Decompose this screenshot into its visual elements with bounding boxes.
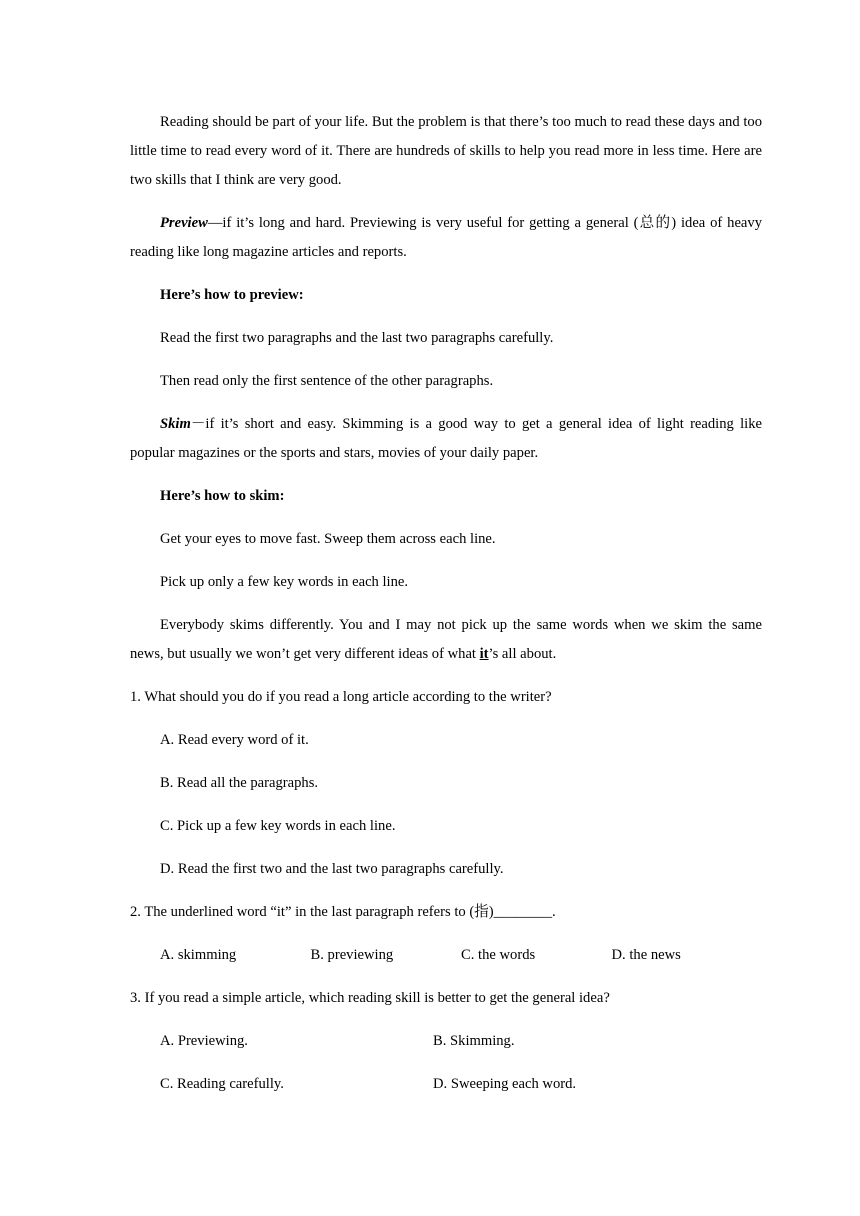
last-paragraph-text-2: ’s all about. xyxy=(488,646,557,662)
underlined-word: it xyxy=(479,646,489,662)
question-1-option-d: D. Read the first two and the last two paragraphs carefully. xyxy=(160,861,504,877)
term-skim: Skim xyxy=(160,416,191,432)
passage-paragraph-1: Reading should be part of your life. But the problem is that there’s too much to read these days and too little time to read every word of it. There are hundreds of skills to help you read more in less time. Here are two skills that I think are very good. xyxy=(130,114,762,188)
question-3-options-row-2 xyxy=(130,1070,762,1099)
question-1-option-a: A. Read every word of it. xyxy=(160,732,309,748)
question-2-options xyxy=(130,941,762,970)
question-2-option-d: D. the news xyxy=(611,947,681,963)
skim-heading: Here’s how to skim: xyxy=(160,488,285,504)
passage-paragraph-preview xyxy=(130,209,762,267)
skim-step-1: Get your eyes to move fast. Sweep them across each line. xyxy=(160,531,496,547)
last-paragraph-text-1: Everybody skims differently. You and I may not pick up the same words when we skim the same news, but usually we won’t get very different ideas of what xyxy=(130,617,762,662)
document-page xyxy=(130,108,762,1099)
question-3-stem: 3. If you read a simple article, which reading skill is better to get the general idea? xyxy=(130,990,610,1006)
question-1-option-b: B. Read all the paragraphs. xyxy=(160,775,319,791)
question-1-stem: 1. What should you do if you read a long article according to the writer? xyxy=(130,689,552,705)
question-3-option-a: A. Previewing. xyxy=(160,1033,248,1049)
skim-step-2: Pick up only a few key words in each line. xyxy=(160,574,409,590)
question-2-option-c: C. the words xyxy=(461,947,536,963)
question-1-option-c: C. Pick up a few key words in each line. xyxy=(160,818,396,834)
question-3-option-b: B. Skimming. xyxy=(433,1033,515,1049)
question-2-stem: 2. The underlined word “it” in the last paragraph refers to (指)________. xyxy=(130,904,556,920)
term-preview: Preview xyxy=(160,215,208,231)
question-2-option-a: A. skimming xyxy=(160,947,237,963)
passage-paragraph-skim xyxy=(130,410,762,468)
question-3-option-d: D. Sweeping each word. xyxy=(433,1076,577,1092)
skim-description: －if it’s short and easy. Skimming is a good way to get a general idea of light reading like popular magazines or the sports and stars, movies of your daily paper. xyxy=(130,416,762,461)
question-2-option-b: B. previewing xyxy=(310,947,394,963)
question-3-option-c: C. Reading carefully. xyxy=(160,1076,284,1092)
preview-step-2: Then read only the first sentence of the other paragraphs. xyxy=(160,373,494,389)
passage-paragraph-last xyxy=(130,611,762,669)
preview-step-1: Read the first two paragraphs and the last two paragraphs carefully. xyxy=(160,330,554,346)
preview-description: —if it’s long and hard. Previewing is very useful for getting a general (总的) idea of heavy reading like long magazine articles and reports. xyxy=(130,215,762,260)
preview-heading: Here’s how to preview: xyxy=(160,287,304,303)
question-3-options-row-1 xyxy=(130,1027,762,1056)
